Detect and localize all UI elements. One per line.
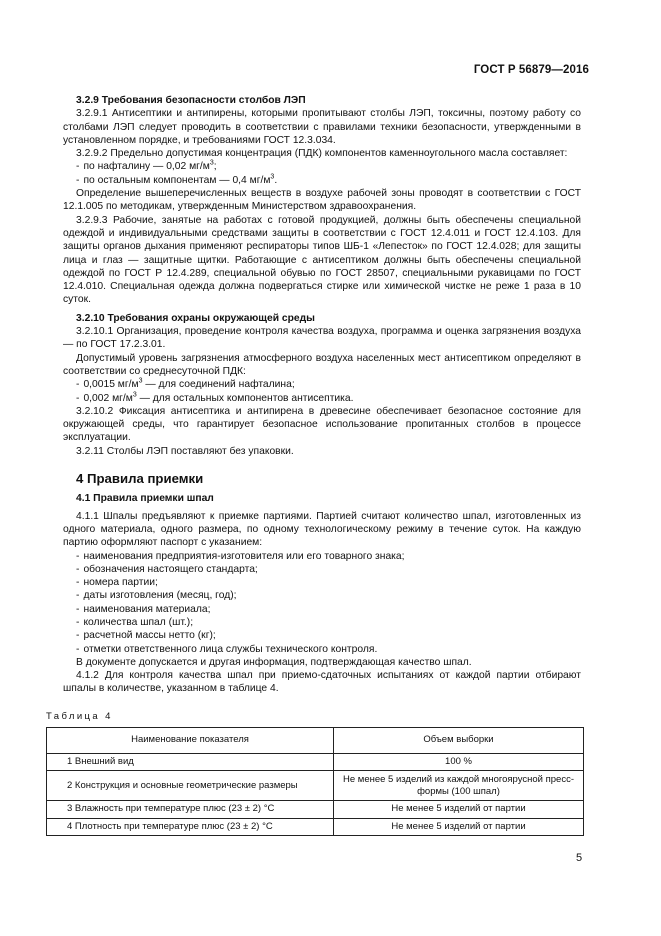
table-row [47, 771, 584, 801]
list-item [63, 576, 581, 589]
paragraph: 3.2.9.3 Рабочие, занятые на работах с готовой продукцией, должны быть обеспечены специальной одеждой и индивидуальными средствами защиты в соответствии с ГОСТ 12.4.011 и ГОСТ 12.4.103. Для защиты органов дыхания применяют респираторы типов ШБ-1 «Лепесток» по ГОСТ 12.4.028; для защиты лица и глаз — защитные щитки. Работающие с антисептиком должны быть обеспечены специальной одеждой по ГОСТ Р 12.4.289, специальной обувью по ГОСТ 28507, специальными рукавицами по ГОСТ 12.4.010. Специальная одежда должна подвергаться стирке или химической чистке не реже 1 раза в 10 суток. [63, 214, 581, 306]
table-cell-indicator: 2 Конструкция и основные геометрические размеры [47, 771, 334, 801]
document-code-header: ГОСТ Р 56879—2016 [473, 64, 589, 76]
list-item [63, 643, 581, 656]
paragraph: 4.1.2 Для контроля качества шпал при приемо-сдаточных испытаниях от каждой партии отбирают шпалы в количестве, указанном в таблице 4. [63, 670, 581, 695]
table-cell-indicator: 4 Плотность при температуре плюс (23 ± 2) °С [47, 818, 334, 835]
table-header-sample-size: Объем выборки [334, 728, 584, 754]
list-item-text: по остальным компонентам — 0,4 мг/м [83, 174, 271, 186]
paragraph: 3.2.11 Столбы ЛЭП поставляют без упаковки. [76, 445, 294, 457]
superscript: 3 [270, 173, 275, 181]
list-item-text: наименования предприятия-изготовителя или его товарного знака; [83, 550, 405, 562]
paragraph: Допустимый уровень загрязнения атмосферного воздуха населенных мест антисептиком определяют в соответствии со среднесуточной ПДК: [63, 352, 581, 377]
list-item [63, 629, 581, 642]
subsection-heading: 4.1 Правила приемки шпал [76, 493, 214, 505]
list-dash: - [76, 643, 80, 655]
list-item-text: наименования материала; [83, 603, 211, 615]
list-dash: - [76, 161, 80, 173]
table-row [47, 801, 584, 818]
section-heading: 4 Правила приемки [76, 471, 204, 487]
list-dash: - [76, 616, 80, 628]
table-row [47, 818, 584, 835]
paragraph: Определение вышеперечисленных веществ в воздухе рабочей зоны проводят в соответствии с ГОСТ 12.1.005 по методикам, утвержденным Министерством здравоохранения. [63, 188, 581, 213]
list-item [63, 550, 581, 563]
list-item [63, 392, 581, 405]
table-header-row [47, 728, 584, 754]
list-item [63, 563, 581, 576]
table-header-indicator: Наименование показателя [47, 728, 334, 754]
paragraph: 3.2.9.2 Предельно допустимая концентрация (ПДК) компонентов каменноугольного масла составляет: [76, 148, 568, 160]
subsection-heading: 3.2.10 Требования охраны окружающей среды [76, 312, 315, 324]
list-item [63, 616, 581, 629]
list-item-tail: — для остальных компонентов антисептика. [136, 392, 354, 404]
list-item-text: номера партии; [83, 577, 158, 589]
table-cell-indicator: 1 Внешний вид [47, 754, 334, 771]
list-dash: - [76, 630, 80, 642]
list-item-tail: — для соединений нафталина; [142, 379, 295, 391]
list-item-text: по нафталину — 0,02 мг/м [83, 161, 210, 173]
list-item [63, 160, 581, 173]
list-dash: - [76, 577, 80, 589]
list-item [63, 378, 581, 391]
list-dash: - [76, 379, 80, 391]
table-cell-sample-size: Не менее 5 изделий из каждой многоярусной пресс-формы (100 шпал) [334, 771, 584, 801]
subsection-heading: 3.2.9 Требования безопасности столбов ЛЭП [76, 95, 306, 106]
superscript: 3 [209, 160, 214, 168]
list-item [63, 589, 581, 602]
list-item-text: 0,0015 мг/м [83, 379, 139, 391]
paragraph: 4.1.1 Шпалы предъявляют к приемке партиями. Партией считают количество шпал, изготовленных из одного материала, одного размера, по одному технологическому режиму в течение суток. На каждую партию оформляют паспорт с указанием: [63, 510, 581, 549]
list-item [63, 174, 581, 187]
list-item-text: расчетной массы нетто (кг); [83, 630, 216, 642]
list-item-tail: ; [213, 161, 217, 173]
list-item-tail: . [274, 174, 278, 186]
table-cell-sample-size: 100 % [334, 754, 584, 771]
table-row [47, 754, 584, 771]
list-dash: - [76, 174, 80, 186]
table-cell-sample-size: Не менее 5 изделий от партии [334, 818, 584, 835]
list-item-text: обозначения настоящего стандарта; [83, 563, 258, 575]
table-cell-indicator: 3 Влажность при температуре плюс (23 ± 2) °С [47, 801, 334, 818]
list-dash: - [76, 550, 80, 562]
superscript: 3 [138, 377, 143, 385]
list-dash: - [76, 590, 80, 602]
list-item-text: даты изготовления (месяц, год); [83, 590, 237, 602]
list-item-text: 0,002 мг/м [83, 392, 133, 404]
document-body [63, 94, 581, 696]
table-cell-sample-size: Не менее 5 изделий от партии [334, 801, 584, 818]
page-number: 5 [576, 852, 583, 864]
paragraph: 3.2.9.1 Антисептики и антипирены, которыми пропитывают столбы ЛЭП, токсичны, поэтому работу со столбами ЛЭП следует проводить в соответствии с правилами техники безопасности, утвержденными в установленном порядке, и требованиями ГОСТ 12.3.034. [63, 108, 581, 146]
superscript: 3 [132, 391, 137, 399]
table-caption: Таблица 4 [46, 711, 113, 722]
list-dash: - [76, 603, 80, 615]
paragraph: 3.2.10.1 Организация, проведение контроля качества воздуха, программа и оценка загрязнения воздуха — по ГОСТ 17.2.3.01. [63, 326, 581, 351]
list-item [63, 603, 581, 616]
list-dash: - [76, 392, 80, 404]
sampling-table [46, 727, 584, 836]
list-dash: - [76, 563, 80, 575]
list-item-text: количества шпал (шт.); [83, 616, 194, 628]
list-item-text: отметки ответственного лица службы технического контроля. [83, 643, 378, 655]
paragraph: В документе допускается и другая информация, подтверждающая качество шпал. [76, 656, 472, 668]
paragraph: 3.2.10.2 Фиксация антисептика и антипирена в древесине обеспечивает безопасное состояние для окружающей среды, что гарантирует безопасное использование пропитанных столбов в процессе эксплуатации. [63, 405, 581, 444]
